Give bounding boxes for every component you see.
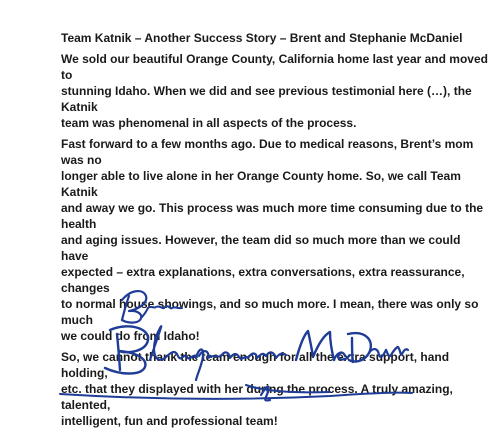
paragraph-2: Fast forward to a few months ago. Due to medical reasons, Brent’s mom was no longer able to live alone in her Orange County home. So, we call Team Katnik and away we go. This process was much more time consuming due to the health and aging issues. However, the team did so much more than we could have expected – extra explanations, extra conversations, extra reassurance, changes to normal house showings, and so much more. I mean, there was only so much we could do from Idaho! [61,137,484,343]
brent-signature-icon [122,291,182,323]
paragraph-3: So, we cannot thank the team enough for all the extra support, hand holding, etc. that they displayed with her during the process. A truly amazing, talented, intelligent, fun and professional team! [61,350,453,428]
stephanie-signature-icon [60,326,412,400]
letter-title: Team Katnik – Another Success Story – Brent and Stephanie McDaniel [61,31,463,45]
paragraph-1: We sold our beautiful Orange County, California home last year and moved to stunning Idaho. When we did and see previous testimonial here (…), the Katnik team was phenomenal in all aspects of the process. [61,52,488,130]
